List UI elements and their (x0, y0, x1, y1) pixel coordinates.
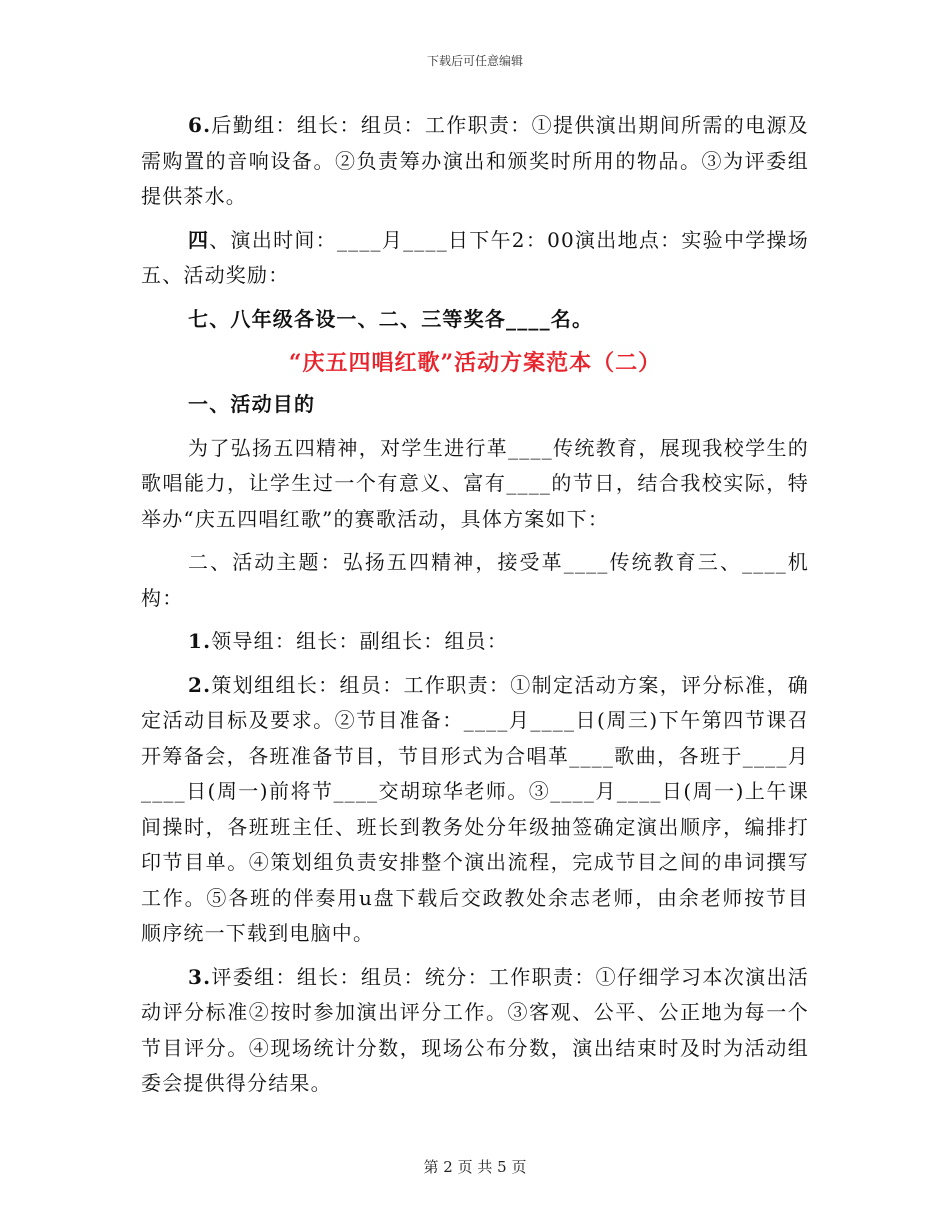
paragraph-awards: 七、八年级各设一、二、三等奖各____名。 (188, 306, 594, 331)
page-header: 下载后可任意编辑 (426, 54, 523, 68)
section-title: “庆五四唱红歌”活动方案范本（二） (288, 350, 662, 376)
paragraph-text: 评委组：组长：组员：统分：工作职责：①仔细学习本次演出活动评分标准②按时参加演出评分工作。③客观、公平、公正地为每一个节目评分。④现场统计分数，现场公布分数，演出结束时及时为活动组委会提供得分结果。 (141, 964, 809, 1095)
paragraph-activity-theme: 二、活动主题：弘扬五四精神，接受革____传统教育三、____机构： (141, 550, 809, 610)
paragraph-text: 领导组：组长：副组长：组员： (211, 629, 509, 653)
paragraph-text: 、演出时间：____月____日下午2：00演出地点：实验中学操场五、活动奖励： (141, 227, 809, 287)
item-number: 2. (188, 672, 212, 697)
paragraph-planning-group (141, 668, 809, 952)
paragraph-text: 后勤组：组长：组员：工作职责：①提供演出期间所需的电源及需购置的音响设备。②负责筹办演出和颁奖时所用的物品。③为评委组提供茶水。 (141, 113, 809, 208)
paragraph-leadership-group (141, 624, 809, 660)
page-number: 第 2 页 共 5 页 (423, 1158, 527, 1176)
paragraph-purpose: 为了弘扬五四精神，对学生进行革____传统教育，展现我校学生的歌唱能力，让学生过一个有意义、富有____的节日，结合我校实际，特举办“庆五四唱红歌”的赛歌活动，具体方案如下： (141, 435, 809, 531)
item-number: 3. (188, 964, 212, 989)
heading-activity-purpose: 一、活动目的 (188, 392, 316, 416)
paragraph-performance-time (141, 223, 809, 294)
document-body (141, 108, 809, 1110)
item-number: 1. (188, 629, 212, 653)
paragraph-text: 策划组组长：组员：工作职责：①制定活动方案，评分标准，确定活动目标及要求。②节目准备：____月____日(周三)下午第四节课召开筹备会，各班准备节目，节目形式为合唱革____歌曲，各班于____月____日(周一)前将节____交胡琼华老师。③____月____日(周一)上午课间操时，各班班主任、班长到教务处分年级抽签确定演出顺序，编排打印节目单。④策划组负责安排整个演出流程，完成节目之间的串词撰写工作。⑤各班的伴奏用u盘下载后交政教处余志老师，由余老师按节目顺序统一下载到电脑中。 (141, 672, 809, 945)
paragraph-logistics-group (141, 108, 809, 215)
item-number: 6. (188, 113, 212, 137)
section-number: 四 (188, 227, 210, 252)
paragraph-judging-group (141, 960, 809, 1102)
